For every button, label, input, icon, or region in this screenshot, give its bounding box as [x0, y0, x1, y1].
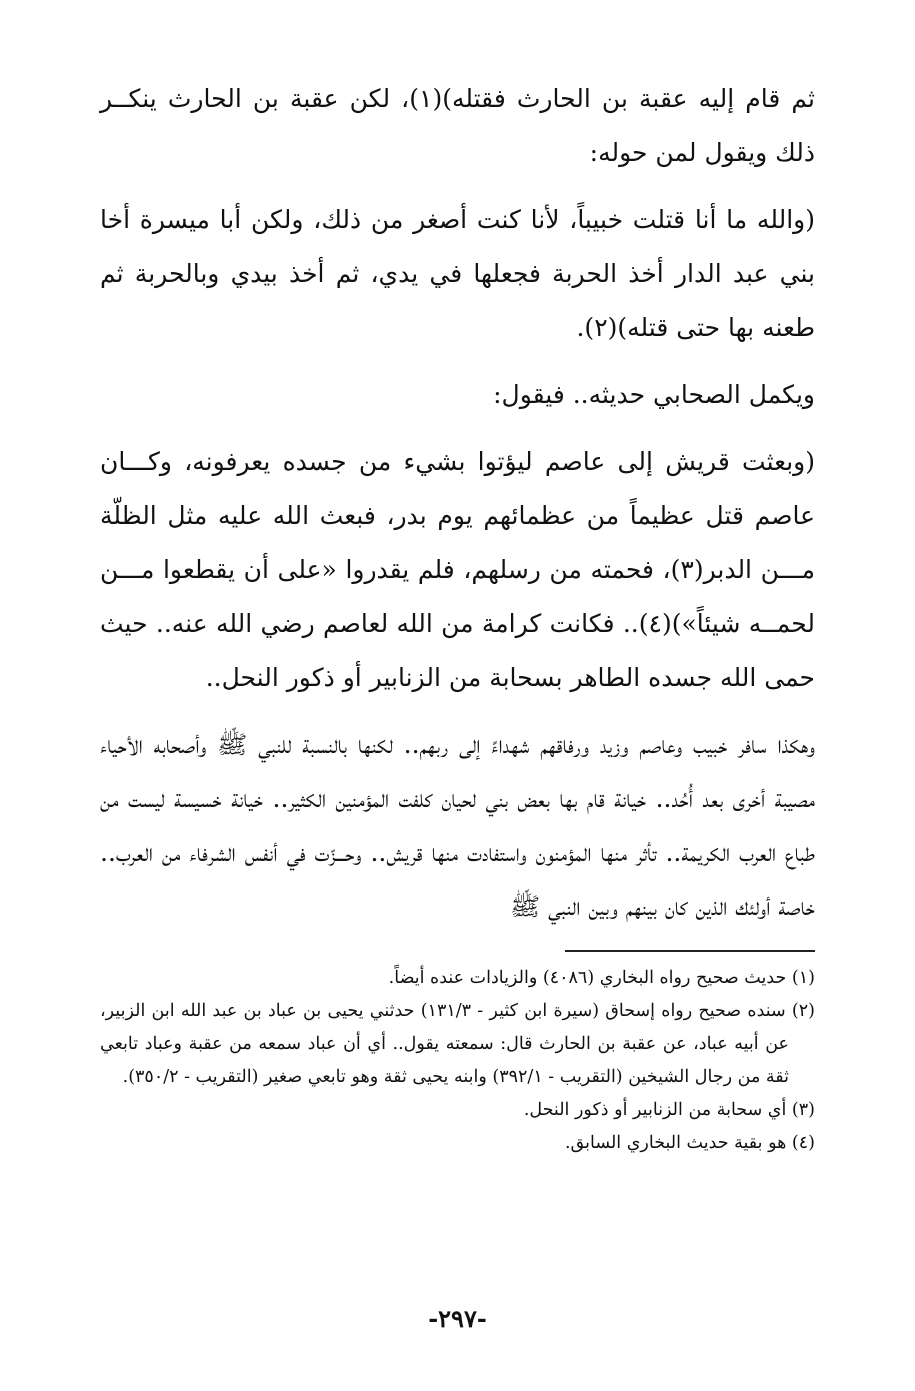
- paragraph-1: ثم قام إليه عقبة بن الحارث فقتله)(١)، لكن عقبة بن الحارث ينكــر ذلك ويقول لمن حوله:: [100, 84, 815, 167]
- footnote-4: (٤) هو بقية حديث البخاري السابق.: [564, 1133, 815, 1153]
- main-text: [100, 72, 815, 934]
- page-number: -٢٩٧-: [428, 1304, 487, 1333]
- footnotes: [100, 962, 815, 1160]
- paragraph-2: (والله ما أنا قتلت خبيباً، لأنا كنت أصغر من ذلك، ولكن أبا ميسرة أخا بني عبد الدار أخذ الحربة فجعلها في يدي، ثم أخذ بيدي وبالحربة ثم طعنه بها حتى قتله)(٢).: [100, 205, 815, 342]
- footnote-3: (٣) أي سحابة من الزنابير أو ذكور النحل.: [523, 1100, 815, 1120]
- footnote-separator: [565, 950, 815, 952]
- paragraph-5: وهكذا سافر خبيب وعاصم وزيد ورفاقهم شهداءً إلى ربهم.. لكنها بالنسبة للنبي ﷺ وأصحابه الأحياء مصيبة أخرى بعد أُحُد.. خيانة قام بها بعض بني لحيان كلفت المؤمنين الكثير.. خيانة خسيسة ليست من طباع العرب الكريمة.. تأثر منها المؤمنون واستفادت منها قريش.. وحـــزّت في أنفس الشرفاء من العرب.. خاصة أولئك الذين كان بينهم وبين النبي ﷺ: [100, 730, 815, 921]
- footnote-1: (١) حديث صحيح رواه البخاري (٤٠٨٦) والزيادات عنده أيضاً.: [388, 968, 815, 988]
- paragraph-4: (وبعثت قريش إلى عاصم ليؤتوا بشيء من جسده يعرفونه، وكـــان عاصم قتل عظيماً من عظمائهم يوم بدر، فبعث الله عليه مثل الظلّة مـــن الدبر(٣)، فحمته من رسلهم، فلم يقدروا «على أن يقطعوا مـــن لحمــه شيئاً»)(٤).. فكانت كرامة من الله لعاصم رضي الله عنه.. حيث حمى الله جسده الطاهر بسحابة من الزنابير أو ذكور النحل..: [100, 447, 815, 692]
- footnote-2: (٢) سنده صحيح رواه إسحاق (سيرة ابن كثير - ١٣١/٣) حدثني يحيى بن عباد بن عبد الله ابن الزبير، عن أبيه عباد، عن عقبة بن الحارث قال: سمعته يقول.. أي أن عباد سمعه من عقبة وعباد تابعي ثقة من رجال الشيخين (التقريب - ٣٩٢/١) وابنه يحيى ثقة وهو تابعي صغير (التقريب - ٣٥٠/٢).: [100, 1001, 815, 1087]
- paragraph-3: ويكمل الصحابي حديثه.. فيقول:: [493, 380, 815, 409]
